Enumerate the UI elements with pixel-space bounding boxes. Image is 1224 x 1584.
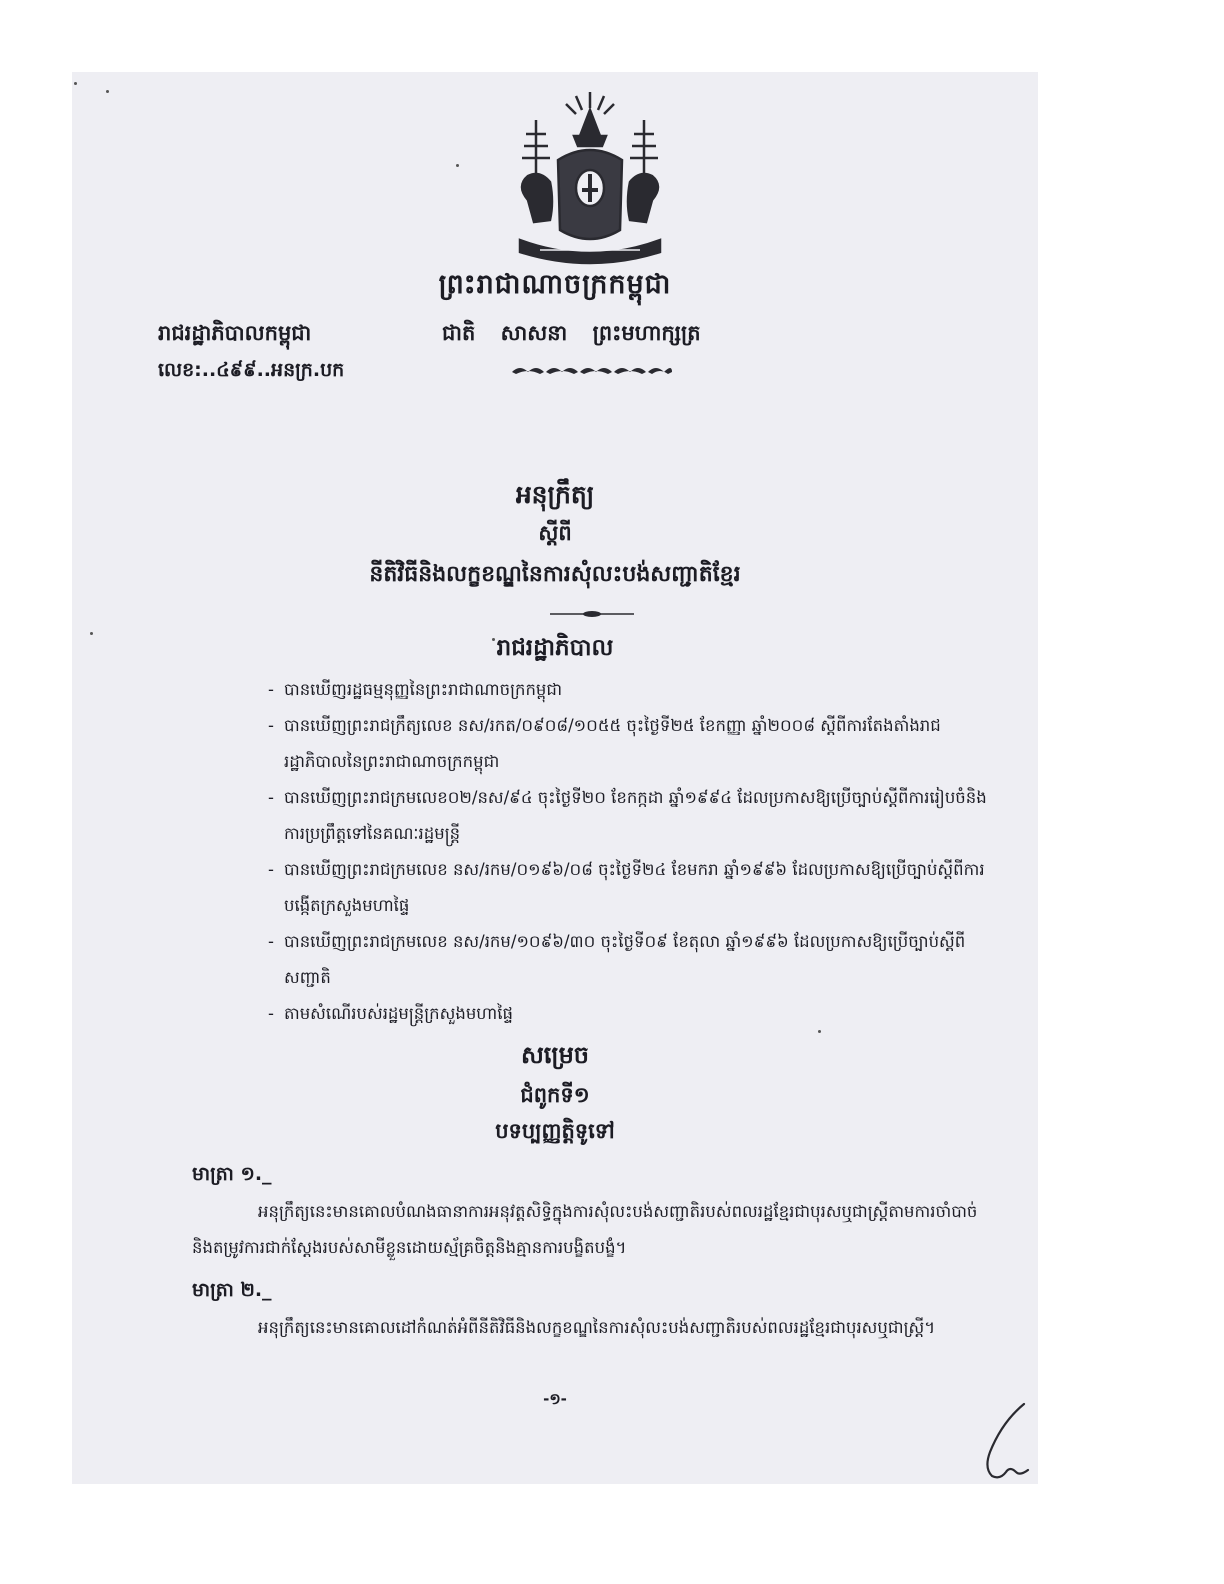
recital-item: - បានឃើញរដ្ឋធម្មនុញ្ញនៃព្រះរាជាណាចក្រកម្ពុជា xyxy=(268,672,998,708)
scan-speck xyxy=(456,164,459,167)
recital-item: - តាមសំណើរបស់រដ្ឋមន្ត្រីក្រសួងមហាផ្ទៃ xyxy=(268,996,998,1032)
scan-speck xyxy=(106,90,109,93)
recitals-list xyxy=(268,672,998,1032)
article-2-text: អនុក្រឹត្យនេះមានគោលដៅកំណត់អំពីនីតិវិធីនិងលក្ខខណ្ឌនៃការសុំលះបង់សញ្ជាតិរបស់ពលរដ្ឋខ្មែរជាបុរសឬជាស្ត្រី។ xyxy=(258,1318,936,1337)
royal-coat-of-arms-icon xyxy=(510,90,670,268)
article-1-text: អនុក្រឹត្យនេះមានគោលបំណងធានាការអនុវត្តសិទ្ធិក្នុងការសុំលះបង់សញ្ជាតិរបស់ពលរដ្ឋខ្មែរជាបុរសឬជាស្ត្រីតាមការចាំបាច់និងតម្រូវការជាក់ស្តែងរបស់សាមីខ្លួនដោយស្ម័គ្រចិត្តនិងគ្មានការបង្ខិតបង្ខំ។ xyxy=(192,1202,978,1257)
decision-heading: សម្រេច xyxy=(520,1041,590,1069)
government-name: រាជរដ្ឋាភិបាលកម្ពុជា xyxy=(158,321,312,345)
scan-speck xyxy=(492,638,495,641)
motto-ornament-icon xyxy=(512,364,672,378)
document-type: អនុក្រឹត្យ xyxy=(515,480,595,509)
scan-speck xyxy=(818,1030,821,1033)
recital-item: - បានឃើញព្រះរាជក្រមលេខ នស/រកម/១០៩៦/៣០ ចុះថ្ងៃទី០៩ ខែតុលា ឆ្នាំ១៩៩៦ ដែលប្រកាសឱ្យប្រើច្បាប់ស្តីពីសញ្ជាតិ xyxy=(268,924,998,996)
recital-item: - បានឃើញព្រះរាជក្រមលេខ០២/នស/៩៤ ចុះថ្ងៃទី២០ ខែកក្កដា ឆ្នាំ១៩៩៤ ដែលប្រកាសឱ្យប្រើច្បាប់ស្តីពីការរៀបចំនិងការប្រព្រឹត្តទៅនៃគណៈរដ្ឋមន្ត្រី xyxy=(268,780,998,852)
article-2-heading: មាត្រា ២._ xyxy=(192,1279,272,1301)
document-about: ស្តីពី xyxy=(538,521,572,545)
page-number: -១- xyxy=(543,1390,567,1408)
recital-item: - បានឃើញព្រះរាជក្រមលេខ នស/រកម/០១៩៦/០៨ ចុះថ្ងៃទី២៤ ខែមករា ឆ្នាំ១៩៩៦ ដែលប្រកាសឱ្យប្រើច្បាប់ស្តីពីការបង្កើតក្រសួងមហាផ្ទៃ xyxy=(268,852,998,924)
chapter-title: បទប្បញ្ញត្តិទូទៅ xyxy=(495,1119,615,1143)
issuer-heading: រាជរដ្ឋាភិបាល xyxy=(496,635,614,661)
section-divider xyxy=(550,610,634,618)
recital-item: - បានឃើញព្រះរាជក្រឹត្យលេខ នស/រកត/០៩០៨/១០៥៥ ចុះថ្ងៃទី២៥ ខែកញ្ញា ឆ្នាំ២០០៨ ស្តីពីការតែងតាំងរាជរដ្ឋាភិបាលនៃព្រះរាជាណាចក្រកម្ពុជា xyxy=(268,708,998,780)
kingdom-heading: ព្រះរាជាណាចក្រកម្ពុជា xyxy=(438,269,672,300)
scan-speck xyxy=(90,632,93,635)
scan-speck xyxy=(74,82,77,85)
document-page xyxy=(72,72,1038,1484)
chapter-number: ជំពូកទី១ xyxy=(520,1083,590,1107)
national-motto: ជាតិ សាសនា ព្រះមហាក្សត្រ xyxy=(442,321,701,345)
reference-number: លេខ:..៤៩៩..អនក្រ.បក xyxy=(158,359,345,381)
handwritten-mark-icon xyxy=(972,1402,1032,1482)
article-1-heading: មាត្រា ១._ xyxy=(192,1163,272,1185)
document-subject: នីតិវិធីនិងលក្ខខណ្ឌនៃការសុំលះបង់សញ្ជាតិខ្មែរ xyxy=(369,562,741,587)
